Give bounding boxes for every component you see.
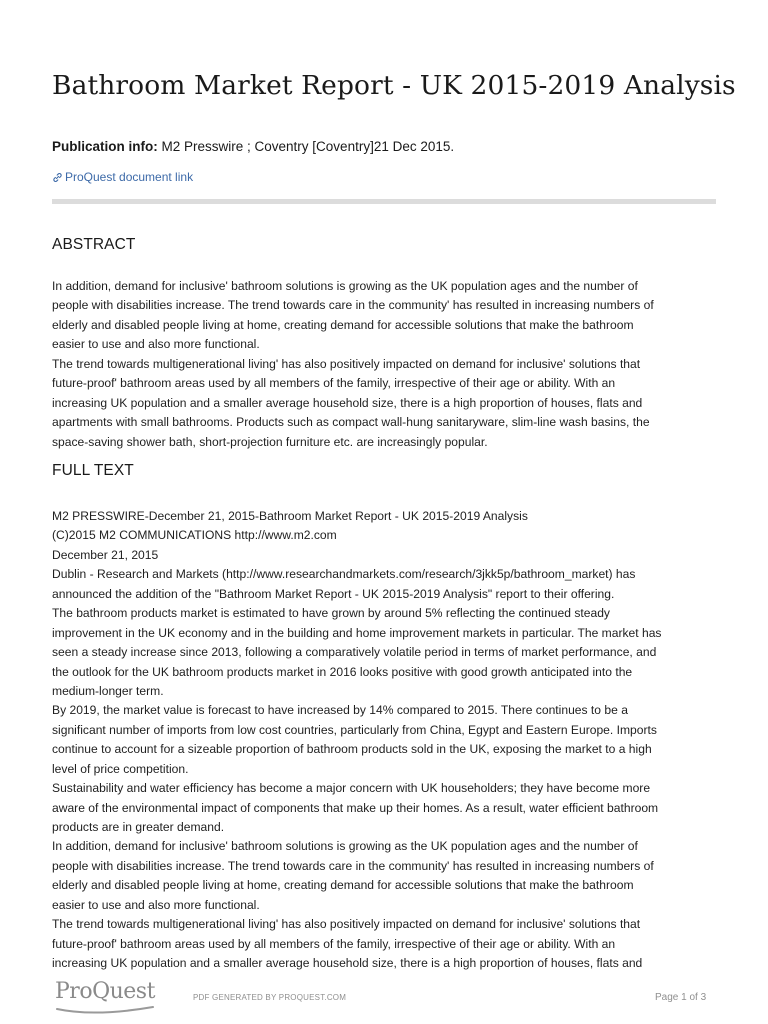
full-text-line: December 21, 2015 — [52, 547, 159, 562]
full-text-line: level of price competition. — [52, 761, 189, 776]
document-title: Bathroom Market Report - UK 2015-2019 Analysis — [52, 70, 736, 101]
full-text-line: increasing UK population and a smaller average household size, there is a high proportion of houses, flats and — [52, 956, 643, 971]
abstract-line: future-proof' bathroom areas used by all members of the family, irrespective of their age or ability. With an — [52, 376, 616, 391]
section-divider — [52, 199, 716, 204]
abstract-line: increasing UK population and a smaller average household size, there is a high proportion of houses, flats and — [52, 395, 643, 410]
full-text-line: easier to use and also more functional. — [52, 897, 260, 912]
abstract-line: people with disabilities increase. The trend towards care in the community' has resulted in increasing numbers of — [52, 298, 654, 313]
full-text-line: improvement in the UK economy and in the building and home improvement markets in particular. The market has — [52, 625, 662, 640]
page-number: Page 1 of 3 — [655, 992, 707, 1003]
full-text-line: By 2019, the market value is forecast to have increased by 14% compared to 2015. There continues to be a — [52, 703, 628, 718]
publication-info — [52, 139, 454, 154]
abstract-line: apartments with small bathrooms. Products such as compact wall-hung sanitaryware, slim-line wash basins, the — [52, 415, 650, 430]
full-text-line: aware of the environmental impact of components that make up their homes. As a result, water efficient bathroom — [52, 800, 659, 815]
abstract-line: elderly and disabled people living at home, creating demand for accessible solutions that make the bathroom — [52, 317, 634, 332]
abstract-heading: ABSTRACT — [52, 236, 136, 253]
full-text-line: elderly and disabled people living at home, creating demand for accessible solutions that make the bathroom — [52, 878, 634, 893]
proquest-logo — [55, 979, 155, 1004]
full-text-line: Sustainability and water efficiency has become a major concern with UK householders; they have become more — [52, 781, 651, 796]
publication-info-label: Publication info: — [52, 139, 158, 154]
full-text-heading: FULL TEXT — [52, 462, 134, 479]
proquest-logo-text: ProQuest — [55, 979, 155, 1004]
full-text-line: continue to account for a sizeable proportion of bathroom products sold in the UK, exposing the market to a high — [52, 742, 652, 757]
proquest-document-link-label: ProQuest document link — [65, 170, 194, 184]
full-text-line: M2 PRESSWIRE-December 21, 2015-Bathroom Market Report - UK 2015-2019 Analysis — [52, 509, 528, 523]
abstract-line: The trend towards multigenerational living' has also positively impacted on demand for inclusive' solutions that — [52, 356, 641, 371]
full-text-line: seen a steady increase since 2013, following a comparatively volatile period in terms of market performance, and — [52, 645, 657, 660]
abstract-line: In addition, demand for inclusive' bathroom solutions is growing as the UK population ages and the number of — [52, 279, 638, 293]
full-text-body — [52, 507, 716, 974]
full-text-line: people with disabilities increase. The trend towards care in the community' has resulted in increasing numbers of — [52, 858, 654, 873]
proquest-swoosh-icon — [55, 1005, 155, 1017]
abstract-line: space-saving shower bath, short-projection furniture etc. are increasingly popular. — [52, 434, 488, 449]
full-text-line: In addition, demand for inclusive' bathroom solutions is growing as the UK population ages and the number of — [52, 839, 638, 854]
full-text-line: medium-longer term. — [52, 683, 164, 698]
full-text-line: products are in greater demand. — [52, 820, 225, 834]
full-text-line: future-proof' bathroom areas used by all members of the family, irrespective of their age or ability. With an — [52, 936, 616, 951]
pdf-generated-by: PDF GENERATED BY PROQUEST.COM — [193, 993, 347, 1002]
proquest-document-link[interactable] — [52, 170, 193, 184]
full-text-line: The bathroom products market is estimated to have grown by around 5% reflecting the continued steady — [52, 606, 610, 621]
full-text-line: announced the addition of the "Bathroom Market Report - UK 2015-2019 Analysis" report to their offering. — [52, 586, 615, 601]
abstract-body — [52, 277, 716, 452]
link-icon — [52, 172, 63, 183]
full-text-line: the outlook for the UK bathroom products market in 2016 looks positive with good growth anticipated into the — [52, 664, 633, 679]
full-text-line: (C)2015 M2 COMMUNICATIONS http://www.m2.com — [52, 528, 337, 543]
full-text-line: The trend towards multigenerational living' has also positively impacted on demand for inclusive' solutions that — [52, 917, 641, 932]
publication-info-value: M2 Presswire ; Coventry [Coventry]21 Dec 2015. — [161, 139, 455, 154]
full-text-line: significant number of imports from low cost countries, particularly from China, Egypt and Eastern Europe. Imports — [52, 722, 657, 737]
full-text-line: Dublin - Research and Markets (http://www.researchandmarkets.com/research/3jkk5p/bathroom_market) has — [52, 567, 636, 582]
abstract-line: easier to use and also more functional. — [52, 337, 260, 352]
